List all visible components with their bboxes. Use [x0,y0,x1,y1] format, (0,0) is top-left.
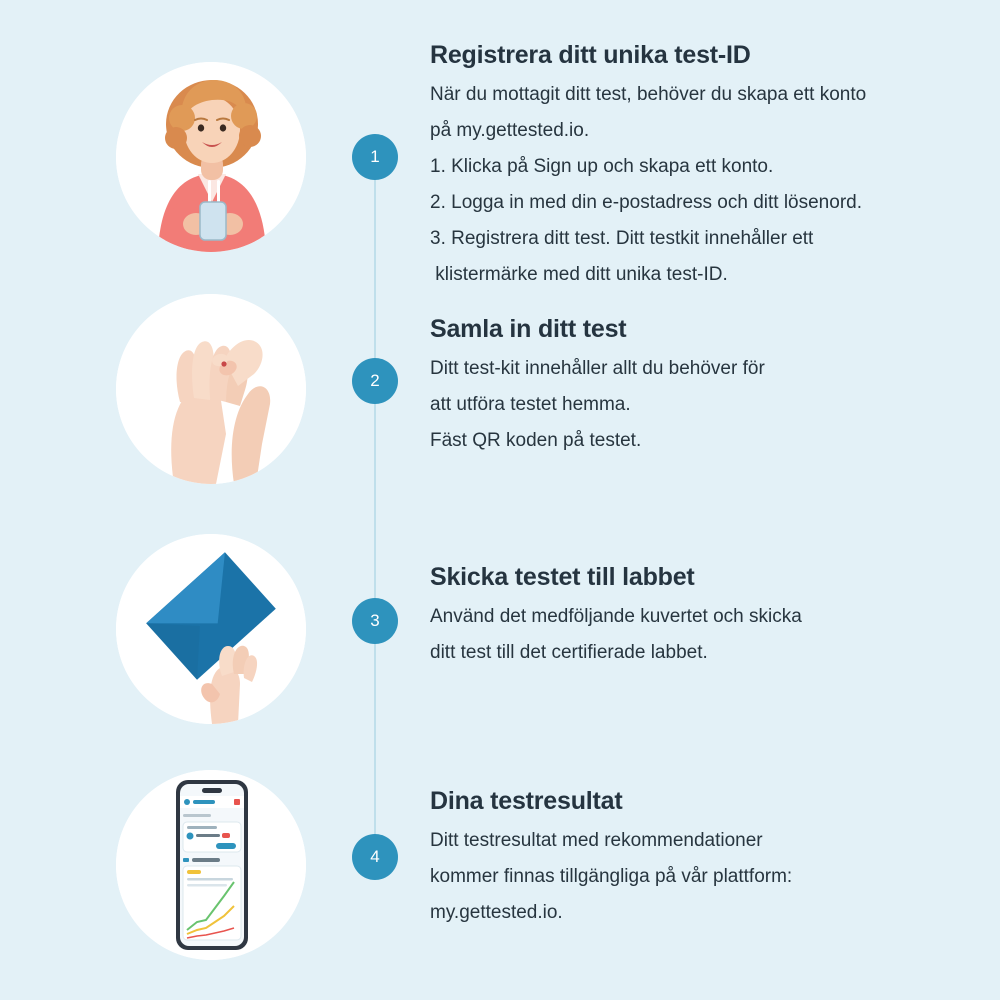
step-line: på my.gettested.io. [430,120,590,141]
step-title: Skicka testet till labbet [430,563,695,591]
woman-with-phone-photo [116,62,306,252]
step-line: 3. Registrera ditt test. Ditt testkit innehåller ett [430,228,814,249]
step-number-badge: 4 [352,834,398,880]
step-line: klistermärke med ditt unika test-ID. [430,264,728,285]
step-text-block [430,562,975,671]
hand-holding-envelope-photo [116,534,306,724]
step-number-badge: 2 [352,358,398,404]
step-title: Registrera ditt unika test-ID [430,41,751,69]
step-line: När du mottagit ditt test, behöver du skapa ett konto [430,84,867,105]
step-title: Samla in ditt test [430,315,627,343]
step-text-block [430,314,975,459]
step-line: ditt test till det certifierade labbet. [430,642,708,663]
infographic-canvas [12,10,988,990]
step-line: Fäst QR koden på testet. [430,430,642,451]
hands-fingerprick-photo [116,294,306,484]
step-number-badge: 3 [352,598,398,644]
step-text-block [430,786,975,931]
step-line: my.gettested.io. [430,902,563,923]
step-title: Dina testresultat [430,787,623,815]
step-line: att utföra testet hemma. [430,394,631,415]
step-number-badge: 1 [352,134,398,180]
step-line: 2. Logga in med din e-postadress och ditt lösenord. [430,192,862,213]
step-line: 1. Klicka på Sign up och skapa ett konto. [430,156,774,177]
step-line: Ditt testresultat med rekommendationer [430,830,763,851]
smartphone-results-photo [116,770,306,960]
step-line: Använd det medföljande kuvertet och skicka [430,606,802,627]
step-line: kommer finnas tillgängliga på vår plattform: [430,866,793,887]
timeline-connector [374,158,376,870]
step-line: Ditt test-kit innehåller allt du behöver för [430,358,765,379]
step-text-block [430,40,975,293]
